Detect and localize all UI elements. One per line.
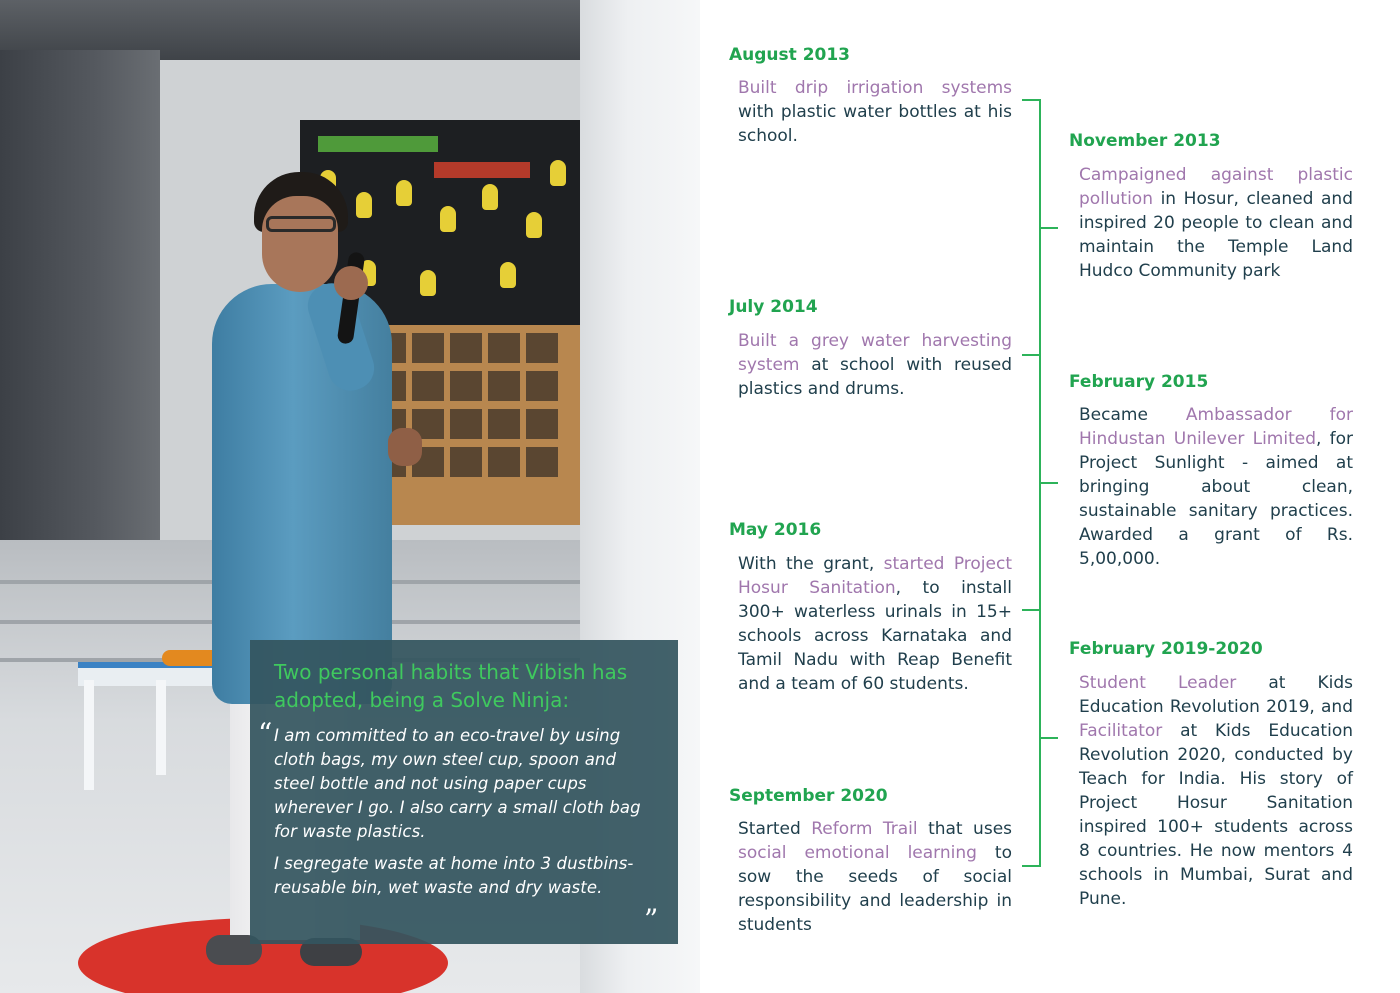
photo-board-label bbox=[318, 136, 438, 152]
photo-shelf-cubby bbox=[450, 333, 482, 363]
photo-shelf-cubby bbox=[526, 333, 558, 363]
timeline-connector bbox=[1040, 482, 1058, 484]
photo-speaker-glasses bbox=[266, 216, 336, 232]
timeline-date: May 2016 bbox=[729, 520, 822, 540]
highlighted-phrase: Campaigned against plastic pollution bbox=[1079, 165, 1353, 209]
photo-minion-cutout bbox=[420, 270, 436, 296]
photo-speaker-face bbox=[262, 196, 338, 292]
photo-minion-cutout bbox=[500, 262, 516, 288]
description-text: With the grant, bbox=[738, 554, 884, 574]
photo-shelf-cubby bbox=[526, 447, 558, 477]
highlighted-phrase: Student Leader bbox=[1079, 673, 1237, 693]
timeline-connector bbox=[1040, 737, 1058, 739]
photo-shelf-cubby bbox=[412, 371, 444, 401]
timeline-connector bbox=[1022, 865, 1040, 867]
photo-speaker-hand bbox=[334, 266, 368, 300]
timeline-connector bbox=[1022, 99, 1040, 101]
description-text: at Kids Education Revolution 2020, conducted by Teach for India. His story of Project Hosur Sanitation inspired 100+ students across 8 countries. He now mentors 4 schools in Mumbai, Surat and Pune. bbox=[1079, 721, 1353, 909]
timeline-connector bbox=[1040, 227, 1058, 229]
timeline-description bbox=[1079, 163, 1353, 283]
photo-shelf-cubby bbox=[526, 371, 558, 401]
photo-minion-cutout bbox=[550, 160, 566, 186]
highlighted-phrase: Reform Trail bbox=[811, 819, 918, 839]
photo-wall-left bbox=[0, 50, 160, 550]
timeline-description bbox=[738, 329, 1012, 401]
highlighted-phrase: Built drip irrigation systems bbox=[738, 78, 1012, 98]
highlighted-phrase: Built a grey water harvesting system bbox=[738, 331, 1012, 375]
description-text: Started bbox=[738, 819, 812, 839]
photo-shelf-cubby bbox=[450, 371, 482, 401]
photo-minion-cutout bbox=[356, 192, 372, 218]
timeline-description bbox=[1079, 671, 1353, 911]
photo-shelf-cubby bbox=[488, 447, 520, 477]
timeline-connector bbox=[1022, 354, 1040, 356]
quote-card-heading: Two personal habits that Vibish has adopted, being a Solve Ninja: bbox=[274, 660, 628, 712]
timeline-connector bbox=[1022, 609, 1040, 611]
quote-paragraph: I segregate waste at home into 3 dustbins- reusable bin, wet waste and dry waste. bbox=[274, 854, 634, 897]
highlighted-phrase: Facilitator bbox=[1079, 721, 1163, 741]
quote-paragraph: I am committed to an eco-travel by using cloth bags, my own steel cup, spoon and steel bottle and not using paper cups wherever I go. I also carry a small cloth bag for waste plastics. bbox=[274, 726, 641, 841]
timeline-description bbox=[738, 552, 1012, 696]
description-text: to sow the seeds of social responsibility and leadership in students bbox=[738, 843, 1012, 935]
description-text: with plastic water bottles at his school. bbox=[738, 102, 1012, 146]
photo-shelf-cubby bbox=[526, 409, 558, 439]
description-text: at school with reused plastics and drums. bbox=[738, 355, 1012, 399]
photo-clicker-hand bbox=[388, 428, 422, 466]
photo-minion-cutout bbox=[396, 180, 412, 206]
photo-minion-cutout bbox=[482, 184, 498, 210]
timeline-date: February 2015 bbox=[1069, 372, 1209, 392]
description-text: at Kids Education Revolution 2019, and bbox=[1079, 673, 1353, 717]
highlighted-phrase: social emotional learning bbox=[738, 843, 977, 863]
photo-shelf-cubby bbox=[488, 371, 520, 401]
description-text: in Hosur, cleaned and inspired 20 people to clean and maintain the Temple Land Hudco Community park bbox=[1079, 189, 1353, 281]
description-text: Became bbox=[1079, 405, 1186, 425]
highlighted-phrase: Ambassador for Hindustan Unilever Limited bbox=[1079, 405, 1353, 449]
description-text: , to install 300+ waterless urinals in 15+ schools across Karnataka and Tamil Nadu with Reap Benefit and a team of 60 students. bbox=[738, 578, 1012, 694]
close-quote-icon: ” bbox=[644, 903, 659, 936]
photo-board-label bbox=[434, 162, 530, 178]
photo-table-leg bbox=[84, 680, 94, 790]
timeline-date: November 2013 bbox=[1069, 131, 1221, 151]
timeline-date: September 2020 bbox=[729, 786, 888, 806]
photo-minion-cutout bbox=[526, 212, 542, 238]
description-text: that uses bbox=[917, 819, 1013, 839]
photo-table-leg bbox=[156, 680, 166, 775]
timeline-date: August 2013 bbox=[729, 45, 851, 65]
timeline-description bbox=[738, 76, 1012, 148]
open-quote-icon: “ bbox=[258, 717, 273, 750]
description-text: , for Project Sunlight - aimed at bringing about clean, sustainable sanitary practices. Awarded a grant of Rs. 5,00,000. bbox=[1079, 429, 1353, 569]
photo-shelf-cubby bbox=[450, 409, 482, 439]
photo-shelf-cubby bbox=[450, 447, 482, 477]
photo-shelf-cubby bbox=[412, 333, 444, 363]
photo-shelf-cubby bbox=[488, 409, 520, 439]
timeline-description bbox=[1079, 403, 1353, 571]
photo-shelf-cubby bbox=[488, 333, 520, 363]
habits-quote-card bbox=[250, 640, 678, 944]
timeline-date: July 2014 bbox=[729, 297, 818, 317]
timeline-date: February 2019-2020 bbox=[1069, 639, 1263, 659]
timeline-description bbox=[738, 817, 1012, 937]
highlighted-phrase: started Project Hosur Sanitation bbox=[738, 554, 1012, 598]
photo-minion-cutout bbox=[440, 206, 456, 232]
